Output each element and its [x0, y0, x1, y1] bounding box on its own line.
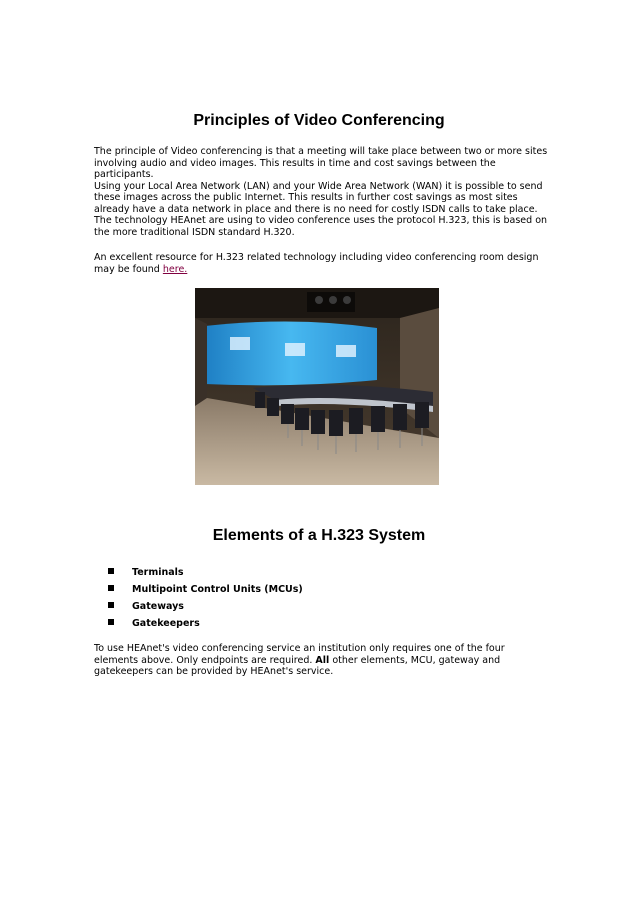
resource-line	[94, 264, 556, 276]
bullet-square-icon	[108, 568, 114, 574]
list-item-label: Multipoint Control Units (MCUs)	[132, 584, 303, 595]
here-link[interactable]: here.	[162, 263, 188, 275]
list-item-label: Terminals	[132, 567, 184, 578]
bullet-square-icon	[108, 585, 114, 591]
intro-line: The technology HEAnet are using to video conference uses the protocol H.323, this is based on	[94, 215, 548, 226]
intro-line: these images across the public Internet. This results in further cost savings as most sites	[94, 192, 518, 203]
intro-line: involving audio and video images. This results in time and cost savings between the	[94, 157, 496, 169]
page-title: Principles of Video Conferencing	[193, 112, 445, 129]
intro-line: The principle of Video conferencing is that a meeting will take place between two or more sites	[94, 146, 548, 157]
service-line	[94, 655, 556, 667]
section-title: Elements of a H.323 System	[212, 527, 426, 544]
service-bold-text: All	[315, 654, 330, 666]
intro-line: already have a data network in place and there is no need for costly ISDN calls to take place.	[94, 203, 538, 215]
service-text: other elements, MCU, gateway and	[329, 654, 501, 666]
resource-line: An excellent resource for H.323 related technology including video conferencing room design	[94, 252, 539, 263]
conference-room-illustration	[195, 288, 439, 485]
intro-line: participants.	[94, 169, 154, 180]
resource-prefix: may be found	[94, 263, 163, 275]
service-paragraph	[94, 643, 556, 678]
list-item-label: Gateways	[132, 601, 184, 612]
service-line: To use HEAnet's video conferencing service an institution only requires one of the four	[94, 643, 505, 654]
bullet-square-icon	[108, 602, 114, 608]
bullet-square-icon	[108, 619, 114, 625]
service-text: elements above. Only endpoints are required.	[94, 654, 316, 666]
intro-line: Using your Local Area Network (LAN) and your Wide Area Network (WAN) it is possible to send	[94, 180, 543, 192]
service-line: gatekeepers can be provided by HEAnet's service.	[94, 666, 334, 677]
resource-paragraph	[94, 252, 556, 275]
intro-paragraph	[94, 146, 556, 238]
list-item-label: Gatekeepers	[132, 618, 200, 629]
intro-line: the more traditional ISDN standard H.320.	[94, 226, 295, 238]
conference-room-photo	[195, 288, 439, 485]
